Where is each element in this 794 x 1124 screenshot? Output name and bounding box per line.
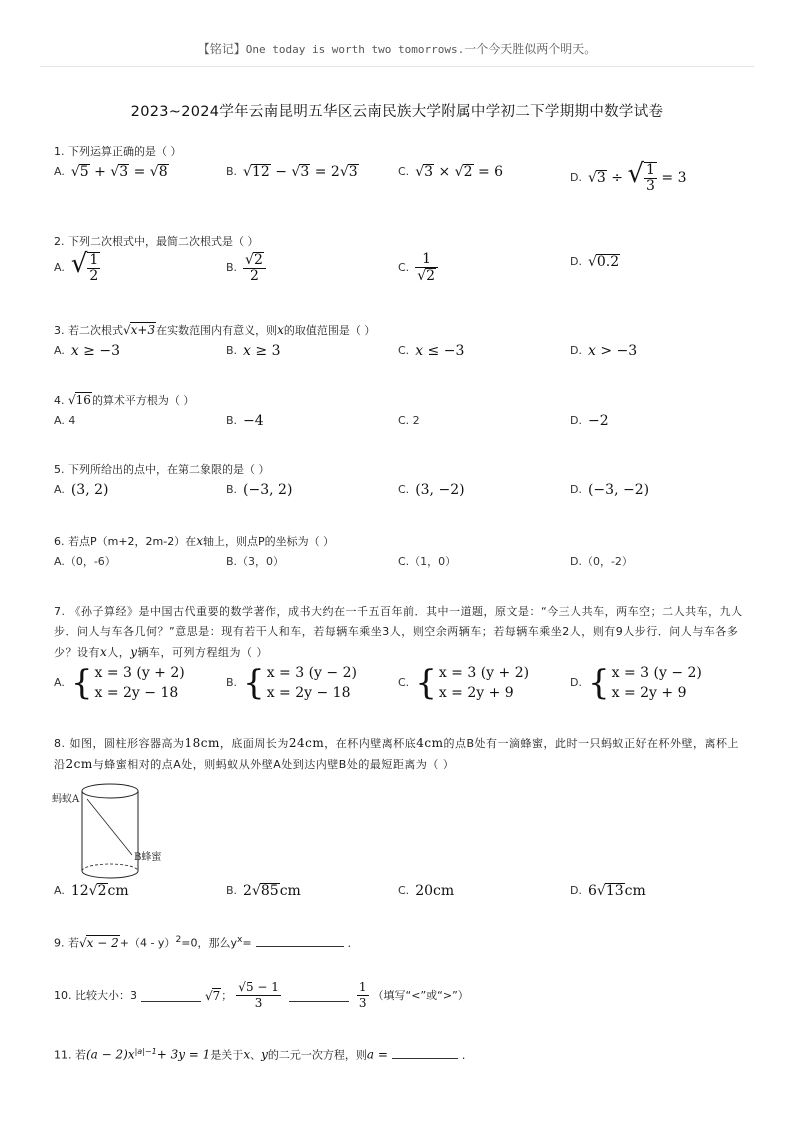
option-d: D. −2: [570, 413, 609, 429]
option-a: A. 4: [54, 414, 76, 427]
option-d: D. √3 ÷ √ $\frac{1}{3}$ = 3: [570, 159, 687, 194]
option-b: B. { x = 3 (y − 2) x = 2y − 18: [226, 663, 357, 703]
options: [54, 480, 744, 506]
ant-label: 蚂蚁A: [52, 794, 80, 805]
question-stem: 9. 若√x − 2+（4 - y）$^2$=0，那么$y^x=$ ．: [54, 934, 359, 950]
options: [54, 159, 744, 196]
options: [54, 881, 744, 907]
question-stem: 2. 下列二次根式中，最简二次根式是（ ）: [54, 235, 259, 248]
question-11: [54, 1042, 744, 1066]
option-d: D. (−3, −2): [570, 482, 650, 498]
option-b: B. −4: [226, 413, 264, 429]
options: [54, 663, 744, 709]
option-c: C. (3, −2): [398, 482, 465, 498]
option-c: C. 20cm: [398, 883, 455, 899]
question-stem: 1. 下列运算正确的是（ ）: [54, 145, 182, 158]
option-c: C.（1，0）: [398, 555, 457, 568]
option-d: D. 6√13cm: [570, 883, 646, 899]
question-stem: 4. √16的算术平方根为（ ）: [54, 393, 195, 407]
option-b: B.（3，0）: [226, 555, 285, 568]
exam-title: 2023~2024学年云南昆明五华区云南民族大学附属中学初二下学期期中数学试卷: [130, 104, 664, 120]
option-d: D. √0.2: [570, 254, 620, 270]
option-a: A. { x = 3 (y + 2) x = 2y − 18: [54, 663, 185, 703]
honey-label: B蜂蜜: [134, 852, 162, 863]
question-stem: 10. 比较大小：3 √7 ； $\frac{√5 - 1}{3}$ $\frac{1}{3}$ （填写“<”或“>”）: [54, 980, 469, 1010]
options: [54, 552, 744, 578]
option-d: D. x > −3: [570, 343, 638, 359]
option-b: B. $\frac{√2}{2}$: [226, 252, 266, 284]
option-a: A. √5 + √3 = √8: [54, 164, 168, 180]
options: [54, 249, 744, 292]
question-8: [54, 733, 744, 907]
question-stem: 8. 如图，圆柱形容器高为18cm，底面周长为24cm，在杯内壁离杯底4cm的点B处有一滴蜂蜜，此时一只蚂蚁正好在杯外壁，离杯上沿2cm与蜂蜜相对的点A处，则蚂蚁从外壁A处到达内壁B处的最短距离为（ ）: [54, 736, 740, 771]
option-c: C. $\frac{1}{√2}$: [398, 252, 438, 284]
option-b: B. √12 − √3 = 2√3: [226, 164, 358, 180]
option-b: B. 2√85cm: [226, 883, 301, 899]
question-2: [54, 232, 744, 292]
option-a: A. 12√2cm: [54, 883, 129, 899]
option-a: A.（0，-6）: [54, 555, 116, 568]
question-stem: 5. 下列所给出的点中，在第二象限的是（ ）: [54, 463, 270, 476]
options: [54, 411, 744, 437]
question-6: [54, 531, 744, 578]
option-a: A. √ $\frac{1}{2}$: [54, 249, 99, 284]
header-divider: [40, 66, 754, 67]
answer-blank-1[interactable]: [141, 989, 201, 1002]
options: [54, 341, 744, 367]
question-3: [54, 320, 744, 367]
answer-blank[interactable]: [256, 934, 344, 947]
option-c: C. 2: [398, 414, 420, 427]
question-stem: 7. 《孙子算经》是中国古代重要的数学著作，成书大约在一千五百年前．其中一道题，原文是：“今三人共车，两车空；二人共车，九人步．问人与车各几何？”意思是：现有若干人和车，若每辆车乘坐3人，则空余两辆车；若每辆车乘坐2人，则有9人步行．问人与车各多少？设有x人，y辆车，可列方程组为（ ）: [54, 605, 743, 659]
option-c: C. √3 × √2 = 6: [398, 164, 504, 180]
option-b: B. x ≥ 3: [226, 343, 281, 359]
question-9: [54, 930, 744, 954]
option-b: B. (−3, 2): [226, 482, 293, 498]
option-a: A. (3, 2): [54, 482, 109, 498]
question-4: [54, 390, 744, 437]
question-stem: 11. 若$(a - 2)x^{|a|-1}+ 3y = 1$是关于x、y的二元一次方程，则a = ．: [54, 1047, 473, 1062]
option-d: D. { x = 3 (y − 2) x = 2y + 9: [570, 663, 702, 703]
answer-blank-2[interactable]: [289, 989, 349, 1002]
option-c: C. x ≤ −3: [398, 343, 465, 359]
question-stem: 3. 若二次根式√x+3在实数范围内有意义，则x的取值范围是（ ）: [54, 323, 376, 337]
question-10: [54, 980, 744, 1011]
option-d: D.（0，-2）: [570, 555, 633, 568]
question-1: [54, 142, 744, 196]
option-a: A. x ≥ −3: [54, 343, 121, 359]
question-7: [54, 602, 744, 709]
header-motto: 【铭记】One today is worth two tomorrows.一个今天胜似两个明天。: [197, 42, 597, 56]
answer-blank[interactable]: [392, 1046, 458, 1059]
cylinder-figure: [54, 781, 744, 881]
question-stem: 6. 若点P（m+2，2m-2）在x轴上，则点P的坐标为（ ）: [54, 534, 335, 548]
question-5: [54, 460, 744, 506]
option-c: C. { x = 3 (y + 2) x = 2y + 9: [398, 663, 530, 703]
